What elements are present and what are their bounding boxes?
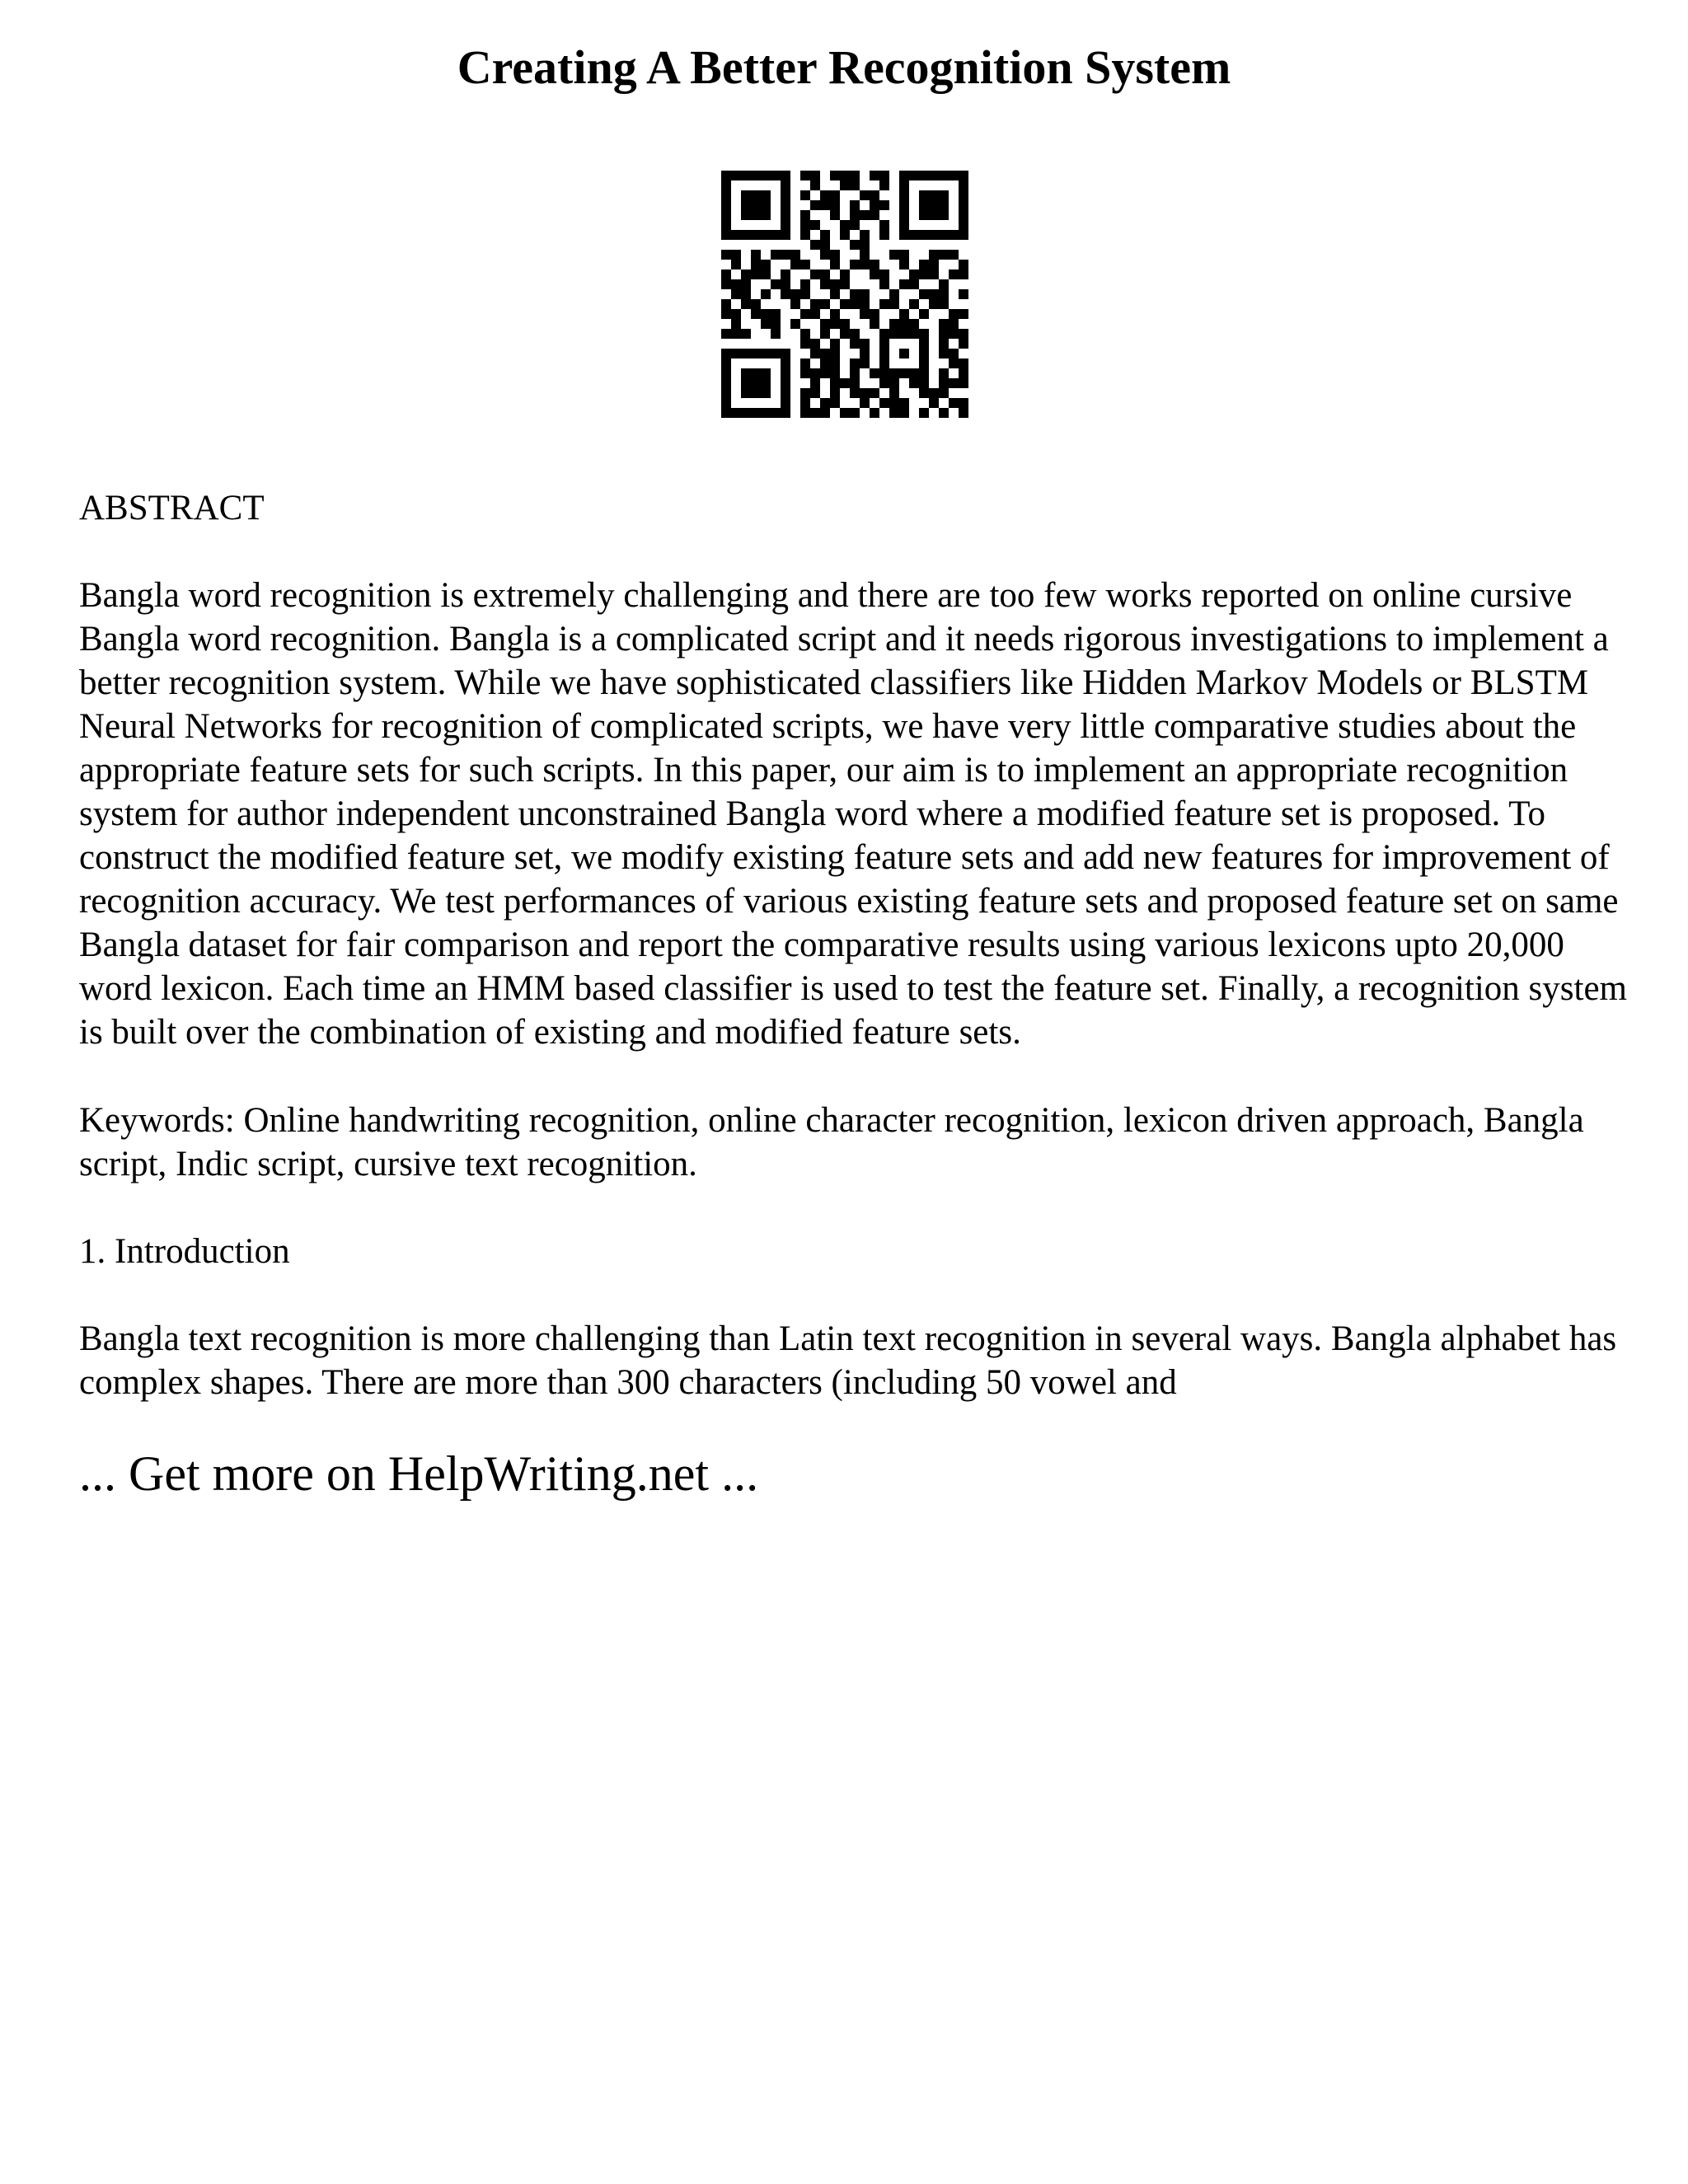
abstract-heading: ABSTRACT xyxy=(79,489,265,527)
get-more-link[interactable]: ... Get more on HelpWriting.net ... xyxy=(79,1446,759,1501)
qr-code-graphic xyxy=(721,171,968,418)
keywords-paragraph: Keywords: Online handwriting recognition, online character recognition, lexicon driven approach, Bangla script, Indic script, cursive text recognition. xyxy=(79,1101,1584,1183)
introduction-paragraph: Bangla text recognition is more challenging than Latin text recognition in several ways. Bangla alphabet has complex shapes. There are more than 300 characters (including 50 vowel and xyxy=(79,1319,1617,1402)
abstract-paragraph: Bangla word recognition is extremely challenging and there are too few works reported on online cursive Bangla word recognition. Bangla is a complicated script and it needs rigorous investigations to implement a better recognition system. While we have sophisticated classifiers like Hidden Markov Models or BLSTM Neural Networks for recognition of complicated scripts, we have very little comparative studies about the appropriate feature sets for such scripts. In this paper, our aim is to implement an appropriate recognition system for author independent unconstrained Bangla word where a modified feature set is proposed. To construct the modified feature set, we modify existing feature sets and add new features for improvement of recognition accuracy. We test performances of various existing feature sets and proposed feature set on same Bangla dataset for fair comparison and report the comparative results using various lexicons upto 20,000 word lexicon. Each time an HMM based classifier is used to test the feature set. Finally, a recognition system is built over the combination of existing and modified feature sets. xyxy=(79,576,1627,1052)
introduction-heading: 1. Introduction xyxy=(79,1232,290,1271)
qr-code-icon xyxy=(721,171,968,418)
document-title: Creating A Better Recognition System xyxy=(457,40,1231,94)
